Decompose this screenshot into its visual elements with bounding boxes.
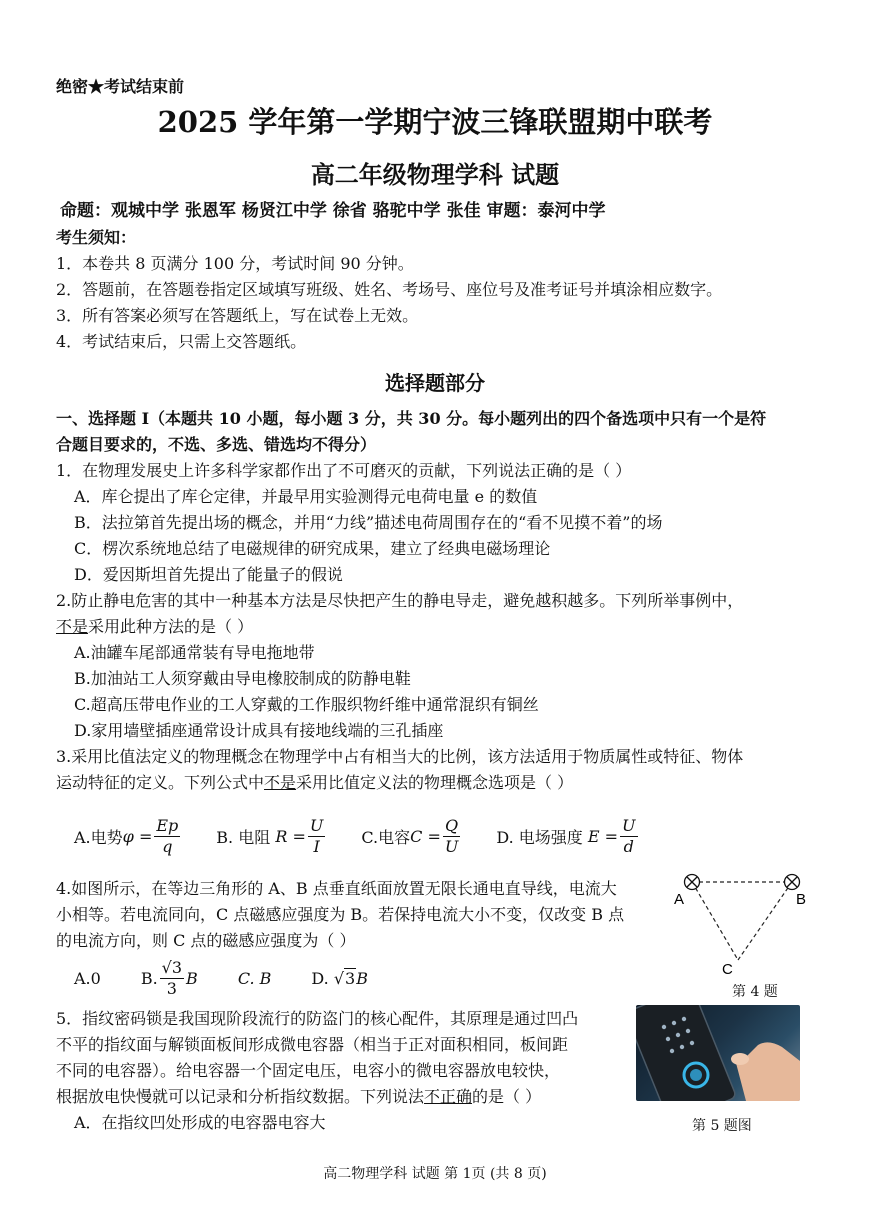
option-label: C.电容: [361, 827, 411, 847]
q2-stem: 2.防止静电危害的其中一种基本方法是尽快把产生的静电导走，避免越积越多。下列所举事例中，: [56, 591, 744, 610]
q2-stem-rest: 采用此种方法的是（ ）: [88, 617, 254, 636]
numerator: Ep: [156, 815, 179, 835]
q4-option-a: A.0: [74, 968, 101, 988]
q5-stem: 不同的电容器）。给电容器一个固定电压，电容小的微电容器放电较快，: [56, 1061, 561, 1080]
q4-option-b: [141, 958, 198, 999]
q5-stem-pre: 根据放电快慢就可以记录和分析指纹数据。下列说法: [56, 1087, 425, 1106]
q2-option-c: C.超高压带电作业的工人穿戴的工作服织物纤维中通常混织有铜丝: [74, 695, 539, 714]
notice-item: 1．本卷共 8 页满分 100 分，考试时间 90 分钟。: [56, 254, 414, 273]
fraction: [443, 816, 460, 857]
q4-option-d: D. √ 3 B: [311, 968, 368, 988]
option-label: D. 电场强度: [496, 827, 583, 847]
triangle-figure: [668, 868, 818, 978]
fingerprint-lock-photo: [636, 1005, 800, 1101]
q5-stem: 不平的指纹面与解锁面板间形成微电容器（相当于正对面积相同，板间距: [56, 1035, 569, 1054]
radicand: 3: [345, 969, 356, 988]
q4-stem: 的电流方向，则 C 点的磁感应强度为（ ）: [56, 931, 356, 950]
q4-stem: 小相等。若电流同向，C 点磁感应强度为 B。若保持电流大小不变，仅改变 B 点: [56, 905, 625, 924]
main-title: 2025 学年第一学期宁波三锋联盟期中联考: [157, 105, 713, 139]
q4-figure-caption: 第 4 题: [732, 984, 778, 1000]
subtitle: 高二年级物理学科 试题: [310, 160, 560, 189]
q3-stem-rest: 采用比值定义法的物理概念选项是（ ）: [296, 773, 574, 792]
denominator: d: [623, 836, 634, 856]
q3-stem-pre: 运动特征的定义。下列公式中: [56, 773, 265, 792]
q3-options: [74, 810, 674, 862]
option-label: B. 电阻: [216, 827, 271, 847]
q2-emphasis: 不是: [56, 617, 89, 636]
secret-mark: 绝密★考试结束前: [56, 77, 185, 96]
q2-stem-cont: [56, 616, 253, 638]
fraction: [160, 958, 184, 999]
q3-stem-cont: [56, 772, 573, 794]
q2-option-a: A.油罐车尾部通常装有导电拖地带: [74, 643, 315, 662]
notice-item: 2．答题前，在答题卷指定区域填写班级、姓名、考场号、座位号及准考证号并填涂相应数字。: [56, 280, 723, 299]
wire-b-cross-icon: [785, 875, 800, 890]
option-label: A.电势: [74, 827, 123, 847]
q3-option-b: [216, 816, 327, 857]
q1-option-b: B．法拉第首先提出场的概念，并用“力线”描述电荷周围存在的“看不见摸不着”的场: [74, 513, 663, 532]
denominator: 3: [166, 978, 177, 998]
point-a-label: A: [674, 891, 685, 908]
part1-heading: 一、选择题 I（本题共 10 小题，每小题 3 分，共 30 分。每小题列出的四个备选项中只有一个是符: [56, 409, 767, 428]
numerator: U: [309, 815, 324, 835]
q3-emphasis: 不是: [264, 773, 297, 792]
denominator: U: [444, 836, 459, 856]
authors-line: 命题：观城中学 张恩军 杨贤江中学 徐省 骆驼中学 张佳 审题：泰河中学: [60, 201, 606, 221]
q4-stem: 4.如图所示，在等边三角形的 A、B 点垂直纸面放置无限长通电直导线，电流大: [56, 879, 617, 898]
q1-option-d: D．爱因斯坦首先提出了能量子的假说: [74, 565, 343, 584]
q1-stem: 1．在物理发展史上许多科学家都作出了不可磨灭的贡献，下列说法正确的是（ ）: [56, 461, 632, 480]
denominator: I: [313, 836, 320, 856]
fraction: [154, 816, 180, 857]
option-label: D.: [311, 968, 329, 988]
formula-lhs: C =: [410, 826, 441, 846]
q5-option-a: A．在指纹凹处形成的电容器电容大: [74, 1113, 326, 1132]
q5-stem-last: [56, 1086, 541, 1108]
q3-option-c: [361, 816, 462, 857]
point-c-label: C: [722, 961, 733, 978]
formula-lhs: E =: [587, 826, 619, 846]
wire-a-cross-icon: [685, 875, 700, 890]
section-title: 选择题部分: [385, 371, 485, 395]
q2-option-d: D.家用墙壁插座通常设计成具有接地线端的三孔插座: [74, 721, 444, 740]
fingerprint-lock-illustration: [636, 1005, 800, 1101]
q4-option-c: C. B: [237, 968, 272, 988]
q5-emphasis: 不正确: [424, 1087, 473, 1106]
q1-option-c: C．楞次系统地总结了电磁规律的研究成果，建立了经典电磁场理论: [74, 539, 551, 558]
numerator: √3: [161, 957, 183, 977]
q5-stem: 5．指纹密码锁是我国现阶段流行的防盗门的核心配件，其原理是通过凹凸: [56, 1009, 579, 1028]
side-bc: [738, 882, 792, 960]
notice-heading: 考生须知：: [56, 228, 137, 247]
fraction: [620, 816, 637, 857]
point-b-label: B: [796, 891, 807, 908]
variable: B: [186, 968, 198, 988]
q3-stem: 3.采用比值法定义的物理概念在物理学中占有相当大的比例，该方法适用于物质属性或特征、物体: [56, 747, 744, 766]
formula-lhs: R =: [275, 826, 306, 846]
q5-figure-caption: 第 5 题图: [692, 1118, 752, 1134]
side-ac: [692, 882, 738, 960]
page-footer: 高二物理学科 试题 第 1页 (共 8 页): [323, 1166, 547, 1182]
formula-lhs: φ =: [122, 826, 153, 846]
denominator: q: [162, 836, 173, 856]
q1-option-a: A．库仑提出了库仑定律，并最早用实验测得元电荷电量 e 的数值: [74, 487, 538, 506]
numerator: U: [622, 815, 636, 835]
q4-options: [74, 956, 408, 1000]
part1-heading-cont: 合题目要求的，不选、多选、错选均不得分）: [56, 435, 377, 454]
notice-item: 3．所有答案必须写在答题纸上，写在试卷上无效。: [56, 306, 419, 325]
q2-option-b: B.加油站工人须穿戴由导电橡胶制成的防静电鞋: [74, 669, 411, 688]
option-label: B.: [140, 968, 158, 988]
notice-item: 4．考试结束后，只需上交答题纸。: [56, 332, 307, 351]
q3-option-a: [74, 816, 182, 857]
variable: B: [356, 968, 368, 988]
q5-stem-rest: 的是（ ）: [472, 1087, 542, 1106]
numerator: Q: [445, 815, 459, 835]
fraction: [308, 816, 325, 857]
q3-option-d: [496, 816, 639, 857]
